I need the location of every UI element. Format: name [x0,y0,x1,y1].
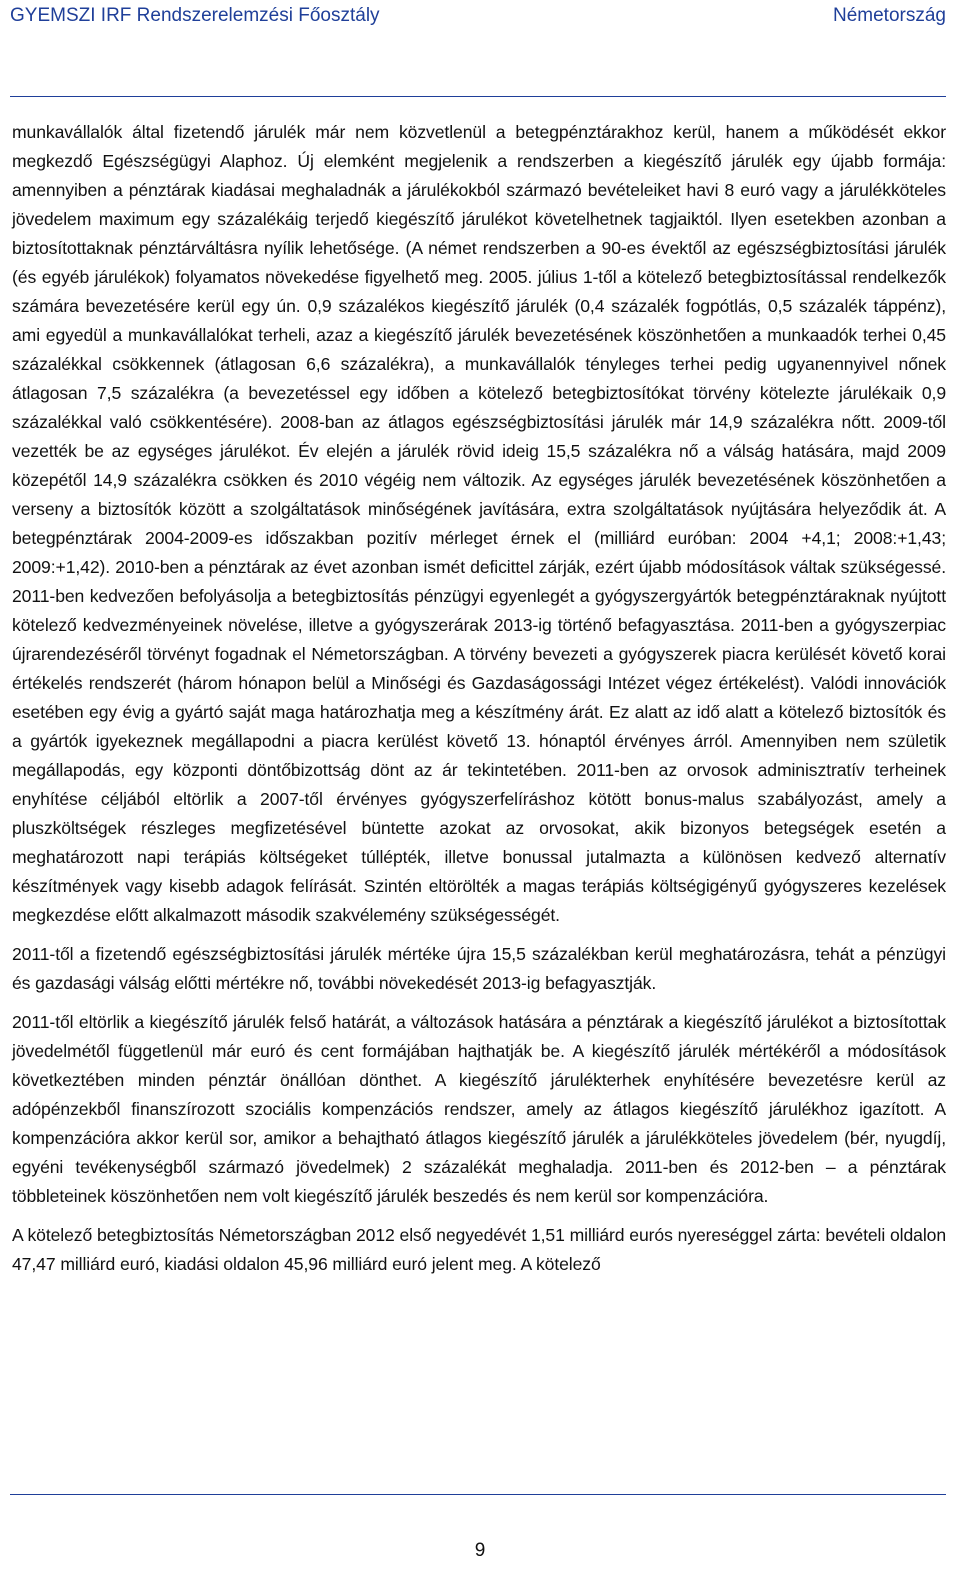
header-divider [10,96,946,97]
page-header [10,0,946,32]
footer-divider [10,1494,946,1495]
document-body [12,118,946,1289]
page-number: 9 [474,1540,486,1561]
header-organization: GYEMSZI IRF Rendszerelemzési Főosztály [10,5,380,26]
header-country: Németország [833,5,946,26]
paragraph: A kötelező betegbiztosítás Németországban 2012 első negyedévét 1,51 milliárd eurós nyereséggel zárta: bevételi oldalon 47,47 milliárd euró, kiadási oldalon 45,96 milliárd euró jelent meg. A kötelező [12,1225,946,1274]
paragraph: 2011-től eltörlik a kiegészítő járulék felső határát, a változások hatására a pénztárak a kiegészítő járulékot a biztosítottak jövedelmétől függetlenül már euró és cent formájában hajthatják be. A kiegészítő járulék mértékéről a módosítások következtében minden pénztár önállóan dönthet. A kiegészítő járulékterhek enyhítésére bevezetésre kerül az adópénzekből finanszírozott szociális kompenzációs rendszer, amely az átlagos kiegészítő járulékhoz igazított. A kompenzációra akkor kerül sor, amikor a behajtható átlagos kiegészítő járulék a járulékköteles jövedelem (bér, nyugdíj, egyéni tevékenységből származó jövedelmek) 2 százalékát meghaladja. 2011-ben és 2012-ben – a pénztárak többleteinek köszönhetően nem volt kiegészítő járulék beszedés és nem kerül sor kompenzációra. [12,1012,946,1206]
paragraph: 2011-től a fizetendő egészségbiztosítási járulék mértéke újra 15,5 százalékban kerül meghatározásra, tehát a pénzügyi és gazdasági válság előtti mértékre nő, további növekedését 2013-ig befagyasztják. [12,944,946,993]
paragraph: munkavállalók által fizetendő járulék már nem közvetlenül a betegpénztárakhoz kerül, hanem a működését ekkor megkezdő Egészségügyi Alaphoz. Új elemként megjelenik a rendszerben a kiegészítő járulék egy újabb formája: amennyiben a pénztárak kiadásai meghaladnák a járulékokból származó bevételeiket havi 8 euró vagy a járulékköteles jövedelem maximum egy százalékáig terjedő kiegészítő járulékot követelhetnek tagjaiktól. Ilyen esetekben azonban a biztosítottaknak pénztárváltásra nyílik lehetősége. (A német rendszerben a 90-es évektől az egészségbiztosítási járulék (és egyéb járulékok) folyamatos növekedése figyelhető meg. 2005. július 1-től a kötelező betegbiztosítással rendelkezők számára bevezetésére kerül egy ún. 0,9 százalékos kiegészítő járulék (0,4 százalék fogpótlás, 0,5 százalék táppénz), ami egyedül a munkavállalókat terheli, azaz a kiegészítő járulék bevezetésének köszönhetően a munkaadók terhei 0,45 százalékkal csökkennek (átlagosan 6,6 százalékra), a munkavállalók tényleges terhei pedig ugyanennyivel nőnek átlagosan 7,5 százalékra (a bevezetéssel egy időben a kötelező betegbiztosítókat törvény kötelezte járulékaik 0,9 százalékkal való csökkentésére). 2008-ban az átlagos egészségbiztosítási járulék már 14,9 százalékra nőtt. 2009-től vezették be az egységes járulékot. Év elején a járulék rövid ideig 15,5 százalékra nő a válság hatására, majd 2009 közepétől 14,9 százalékra csökken és 2010 végéig nem változik. Az egységes járulék bevezetésének köszönhetően a verseny a biztosítók között a szolgáltatások minőségének javítására, extra szolgáltatások nyújtására helyeződik át. A betegpénztárak 2004-2009-es időszakban pozitív mérleget érnek el (milliárd euróban: 2004 +4,1; 2008:+1,43; 2009:+1,42). 2010-ben a pénztárak az évet azonban ismét deficittel zárják, ezért újabb módosítások váltak szükségessé. 2011-ben kedvezően befolyásolja a betegbiztosítás pénzügyi egyenlegét a gyógyszergyártók betegpénztáraknak nyújtott kötelező kedvezményeinek növelése, illetve a gyógyszerárak 2013-ig történő befagyasztása. 2011-ben a gyógyszerpiac újrarendezéséről törvényt fogadnak el Németországban. A törvény bevezeti a gyógyszerek piacra kerülését követő korai értékelés rendszerét (három hónapon belül a Minőségi és Gazdaságossági Intézet végez értékelést). Valódi innovációk esetében egy évig a gyártó saját maga határozhatja meg a készítmény árát. Ez alatt az idő alatt a kötelező biztosítók és a gyártók igyekeznek megállapodni a piacra kerülést követő 13. hónaptól érvényes árról. Amennyiben nem születik megállapodás, egy központi döntőbizottság dönt az ár tekintetében. 2011-ben az orvosok adminisztratív terheinek enyhítése céljából eltörlik a 2007-től érvényes gyógyszerfelíráshoz kötött bonus-malus szabályozást, amely a pluszköltségek részleges megfizetésével büntette azokat az orvosokat, akik bizonyos betegségek esetén a meghatározott napi terápiás költségeket túllépték, illetve bonussal jutalmazta a különösen kedvező alternatív készítmények vagy kisebb adagok felírását. Szintén eltörölték a magas terápiás költségigényű gyógyszeres kezelések megkezdése előtt alkalmazott második szakvélemény szükségességét. [12,122,946,925]
